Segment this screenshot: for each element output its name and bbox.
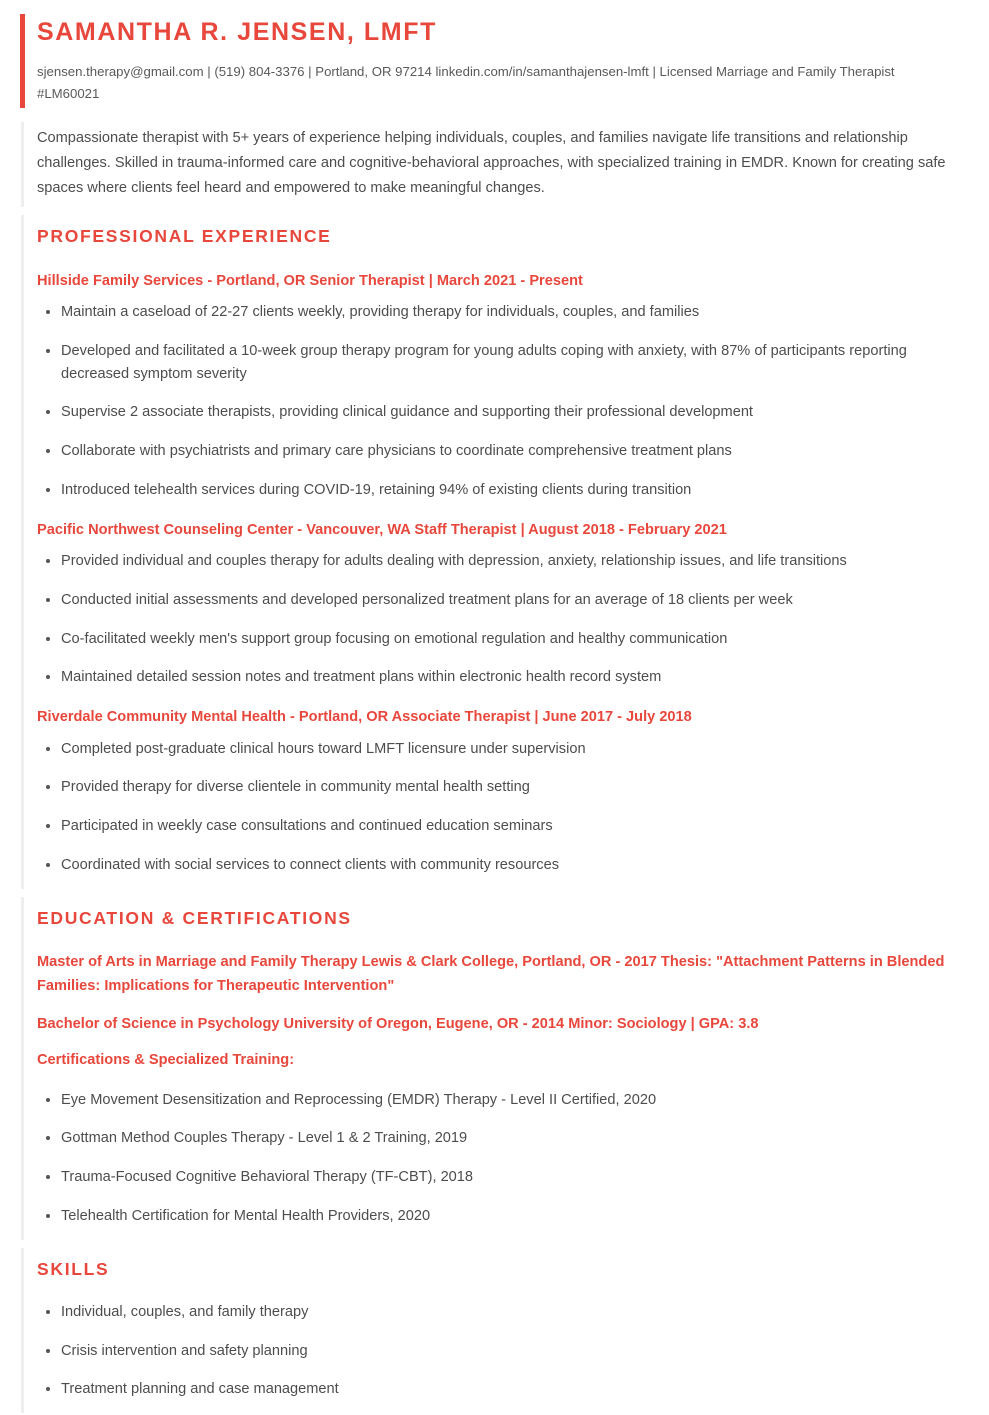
list-item: Provided individual and couples therapy for adults dealing with depression, anxiety, relationship issues, and life transitions bbox=[37, 550, 949, 573]
list-item: Collaborate with psychiatrists and primary care physicians to coordinate comprehensive treatment plans bbox=[37, 440, 949, 463]
certifications-label: Certifications & Specialized Training: bbox=[37, 1052, 295, 1069]
experience-body bbox=[37, 269, 949, 877]
experience-section bbox=[0, 209, 989, 890]
job-bullets-1 bbox=[37, 550, 949, 689]
summary-text: Compassionate therapist with 5+ years of experience helping individuals, couples, and families navigate life transitions and relationship challenges. Skilled in trauma-informed care and cognitive-behavioral approaches, with specialized training in EMDR. Known for creating safe spaces where clients feel heard and empowered to make meaningful changes. bbox=[37, 130, 946, 197]
summary-section bbox=[0, 116, 989, 209]
section-heading-experience: PROFESSIONAL EXPERIENCE bbox=[37, 226, 332, 247]
list-item: Trauma-Focused Cognitive Behavioral Therapy (TF-CBT), 2018 bbox=[37, 1166, 949, 1189]
section-heading-skills: SKILLS bbox=[37, 1258, 110, 1279]
list-item: Maintain a caseload of 22-27 clients weekly, providing therapy for individuals, couples, and families bbox=[37, 301, 949, 324]
list-item: Co-facilitated weekly men's support group focusing on emotional regulation and healthy communication bbox=[37, 628, 949, 651]
resume-header bbox=[0, 0, 989, 116]
list-item: Gottman Method Couples Therapy - Level 1 & 2 Training, 2019 bbox=[37, 1127, 949, 1150]
list-item: Eye Movement Desensitization and Reprocessing (EMDR) Therapy - Level II Certified, 2020 bbox=[37, 1089, 949, 1112]
education-entry-1: Bachelor of Science in Psychology University of Oregon, Eugene, OR - 2014 Minor: Sociology | GPA: 3.8 bbox=[37, 1016, 759, 1033]
list-item: Introduced telehealth services during COVID-19, retaining 94% of existing clients during transition bbox=[37, 479, 949, 502]
list-item: Telehealth Certification for Mental Health Providers, 2020 bbox=[37, 1205, 949, 1228]
section-heading-education: EDUCATION & CERTIFICATIONS bbox=[37, 907, 352, 928]
job-bullets-0 bbox=[37, 301, 949, 502]
contact-line: sjensen.therapy@gmail.com | (519) 804-3376 | Portland, OR 97214 linkedin.com/in/samanthajensen-lmft | Licensed Marriage and Family Therapist #LM60021 bbox=[37, 63, 895, 102]
list-item: Developed and facilitated a 10-week group therapy program for young adults coping with anxiety, with 87% of participants reporting decreased symptom severity bbox=[37, 340, 949, 386]
list-item: Coordinated with social services to connect clients with community resources bbox=[37, 854, 949, 877]
list-item: Provided therapy for diverse clientele in community mental health setting bbox=[37, 776, 949, 799]
list-item: Conducted initial assessments and developed personalized treatment plans for an average of 18 clients per week bbox=[37, 589, 949, 612]
job-bullets-2 bbox=[37, 738, 949, 877]
list-item: Participated in weekly case consultations and continued education seminars bbox=[37, 815, 949, 838]
page-title: SAMANTHA R. JENSEN, LMFT bbox=[37, 18, 437, 46]
education-entry-0: Master of Arts in Marriage and Family Therapy Lewis & Clark College, Portland, OR - 2017 Thesis: "Attachment Patterns in Blended Families: Implications for Therapeutic Intervention" bbox=[37, 953, 945, 994]
list-item: Treatment planning and case management bbox=[37, 1378, 949, 1401]
list-item: Crisis intervention and safety planning bbox=[37, 1340, 949, 1363]
job-heading-0: Hillside Family Services - Portland, OR Senior Therapist | March 2021 - Present bbox=[37, 272, 583, 289]
job-heading-1: Pacific Northwest Counseling Center - Vancouver, WA Staff Therapist | August 2018 - February 2021 bbox=[37, 521, 727, 538]
education-section bbox=[0, 891, 989, 1242]
list-item: Completed post-graduate clinical hours toward LMFT licensure under supervision bbox=[37, 738, 949, 761]
certifications-list bbox=[37, 1089, 949, 1228]
skills-list bbox=[37, 1301, 949, 1401]
job-heading-2: Riverdale Community Mental Health - Portland, OR Associate Therapist | June 2017 - July 2018 bbox=[37, 709, 692, 726]
list-item: Maintained detailed session notes and treatment plans within electronic health record system bbox=[37, 666, 949, 689]
list-item: Supervise 2 associate therapists, providing clinical guidance and supporting their professional development bbox=[37, 401, 949, 424]
list-item: Individual, couples, and family therapy bbox=[37, 1301, 949, 1324]
skills-section bbox=[0, 1242, 989, 1415]
